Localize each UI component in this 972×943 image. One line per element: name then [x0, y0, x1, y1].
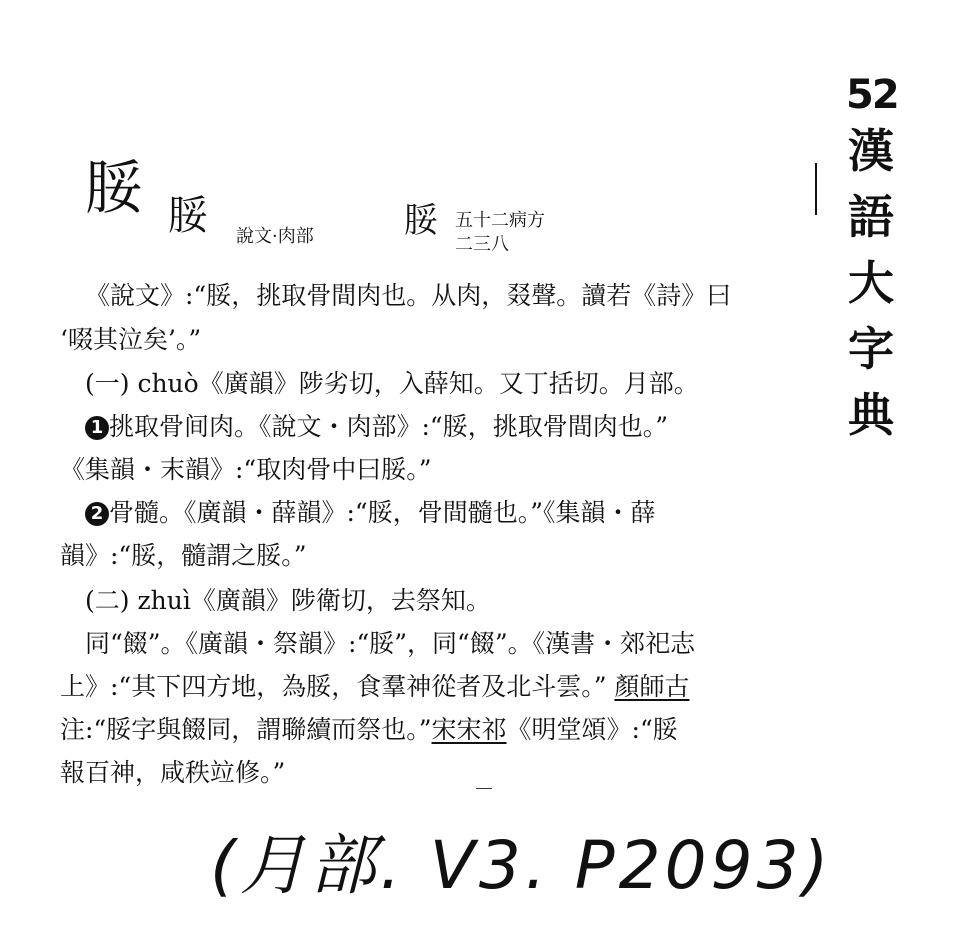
- text-line: [60, 757, 285, 789]
- text-line: [85, 368, 699, 400]
- line-text: ‘啜其泣矣’。”: [60, 325, 202, 354]
- line-text: 報百神，咸秩竝修。”: [60, 758, 286, 787]
- source-reference-number: 二三八: [455, 234, 509, 255]
- sense-number-circle: 1: [85, 416, 109, 440]
- clerical-script-form: 脮: [404, 201, 438, 241]
- book-title-char-5: 典: [848, 388, 894, 442]
- seal-source-label: 說文·肉部: [236, 226, 314, 247]
- line-text: 《說文》:“脮，挑取骨間肉也。从肉，叕聲。讀若《詩》曰: [85, 281, 732, 310]
- source-reference-title: 五十二病方: [455, 210, 545, 231]
- text-line: [85, 628, 695, 660]
- line-text: 《集韻・末韻》:“取肉骨中曰脮。”: [60, 455, 432, 484]
- handwritten-note: (月部. V3. P2093): [210, 827, 833, 904]
- book-title-char-2: 語: [848, 190, 894, 244]
- head-character: 脮: [85, 154, 144, 222]
- line-text: 韻》:“脮，髓謂之脮。”: [60, 541, 307, 570]
- sense-number-circle: 2: [85, 502, 109, 526]
- divider-mark: [476, 788, 492, 789]
- underlined-name: 宋祁: [456, 715, 507, 744]
- text-line: [60, 324, 201, 356]
- text-line: [85, 497, 656, 529]
- text-line: [60, 540, 307, 572]
- text-line: [60, 714, 678, 746]
- line-text: 骨髓。《廣韻・薛韻》:“脮，骨間髓也。”《集韻・薛: [109, 498, 656, 527]
- text-line: [85, 585, 491, 617]
- text-line: [85, 280, 731, 312]
- line-text: (二) zhuì《廣韻》陟衛切，去祭知。: [85, 586, 491, 615]
- line-text: 注:“脮字與餟同，謂聯續而祭也。”: [60, 715, 432, 744]
- line-text: 上》:“其下四方地，為脮，食羣神從者及北斗雲。”: [60, 672, 615, 701]
- book-title-char-3: 大: [848, 256, 894, 310]
- seal-script-form: 脮: [168, 193, 208, 239]
- text-line: [85, 411, 668, 443]
- book-title-char-1: 漢: [848, 124, 894, 178]
- line-text: 同“餟”。《廣韻・祭韻》:“脮”，同“餟”。《漢書・郊祀志: [85, 629, 696, 658]
- book-title-char-4: 字: [848, 322, 894, 376]
- text-line: [60, 671, 689, 703]
- line-text: 挑取骨间肉。《說文・肉部》:“脮，挑取骨間肉也。”: [109, 412, 668, 441]
- line-text: (一) chuò《廣韻》陟劣切，入薛知。又丁括切。月部。: [85, 369, 699, 398]
- line-text: 《明堂頌》:“脮: [506, 715, 678, 744]
- text-line: [60, 454, 432, 486]
- column-divider: [815, 163, 817, 215]
- underlined-name: 宋: [431, 715, 457, 744]
- page-number: 52: [846, 72, 898, 118]
- underlined-name: 顏師古: [614, 672, 690, 701]
